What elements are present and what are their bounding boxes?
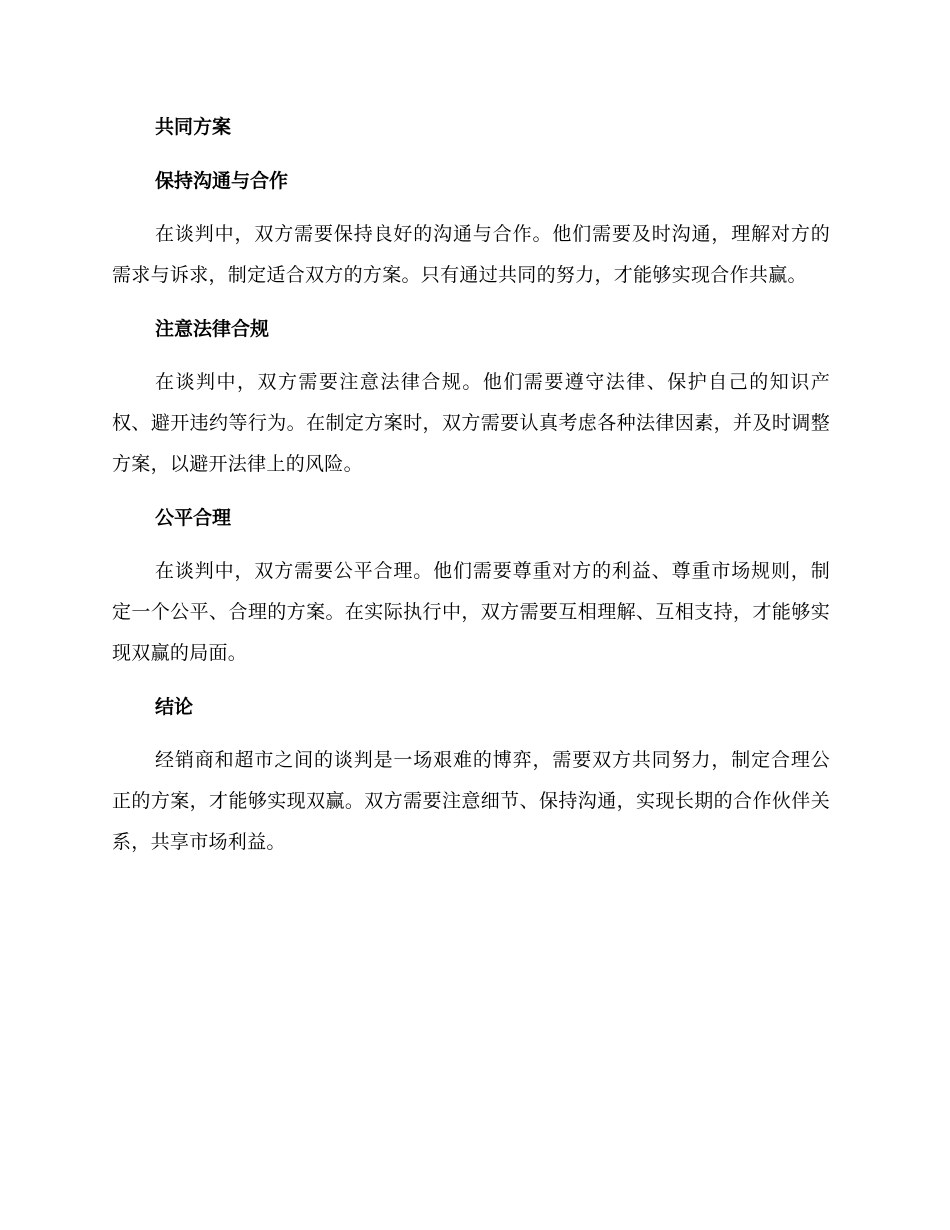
paragraph-conclusion: 经销商和超市之间的谈判是一场艰难的博弈，需要双方共同努力，制定合理公正的方案，才能够实现双赢。双方需要注意细节、保持沟通，实现长期的合作伙伴关系，共享市场利益。 <box>112 749 830 853</box>
section-heading-joint-plan: 共同方案 <box>155 116 232 138</box>
paragraph-communication: 在谈判中，双方需要保持良好的沟通与合作。他们需要及时沟通，理解对方的需求与诉求，制定适合双方的方案。只有通过共同的努力，才能够实现合作共赢。 <box>112 223 830 286</box>
section-heading-conclusion: 结论 <box>155 696 194 718</box>
section-heading-communication: 保持沟通与合作 <box>155 170 289 192</box>
paragraph-fairness: 在谈判中，双方需要公平合理。他们需要尊重对方的利益、尊重市场规则，制定一个公平、合理的方案。在实际执行中，双方需要互相理解、互相支持，才能够实现双赢的局面。 <box>112 560 830 664</box>
document-page <box>112 106 830 875</box>
section-heading-fairness: 公平合理 <box>155 507 232 529</box>
paragraph-legal-compliance: 在谈判中，双方需要注意法律合规。他们需要遵守法律、保护自己的知识产权、避开违约等行为。在制定方案时，双方需要认真考虑各种法律因素，并及时调整方案，以避开法律上的风险。 <box>112 371 830 475</box>
section-heading-legal-compliance: 注意法律合规 <box>155 318 270 340</box>
